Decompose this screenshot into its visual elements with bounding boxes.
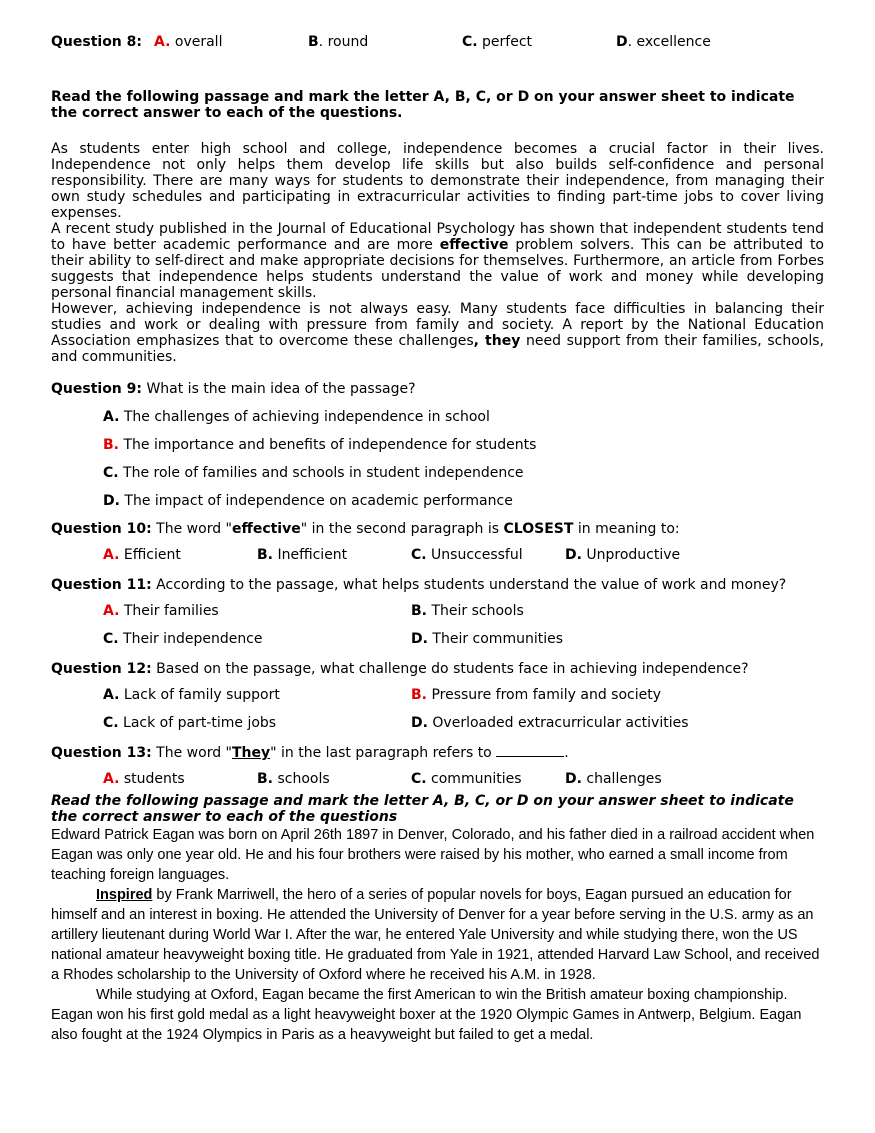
passage-1-paragraph-2: A recent study published in the Journal of Educational Psychology has shown that independent students tend to have better academic performance and are more effective problem solvers. This can be attributed to their ability to self-direct and make appropriate decisions for themselves. Furthermore, an article from Forbes suggests that independence helps students understand the value of work and money while developing personal financial management skills. [51,221,824,301]
q13-option-d[interactable]: D. challenges [565,771,662,787]
q10-option-c[interactable]: C. Unsuccessful [411,547,523,563]
instruction-2: Read the following passage and mark the letter A, B, C, or D on your answer sheet to indicate the correct answer to each of the questions [51,793,794,825]
passage-1 [51,141,824,365]
q13-option-c[interactable]: C. communities [411,771,522,787]
passage-1-paragraph-3: However, achieving independence is not always easy. Many students face difficulties in balancing their studies and work or dealing with pressure from family and society. A report by the National Education Association emphasizes that to overcome these challenges, they need support from their families, schools, and communities. [51,301,824,365]
question-8 [51,32,824,52]
passage-2 [51,825,824,1045]
passage-2-paragraph-1: Edward Patrick Eagan was born on April 26th 1897 in Denver, Colorado, and his father died in a railroad accident when Eagan was only one year old. He and his four brothers were raised by his mother, who earned a small income from teaching foreign languages. [51,827,815,883]
question-13-stem: Question 13: The word "They" in the last paragraph refers to . [51,745,569,761]
q12-option-a[interactable]: A. Lack of family support [103,687,280,703]
passage-1-paragraph-1: As students enter high school and college, independence becomes a crucial factor in their lives. Independence not only helps them develop life skills but also builds self-confidence and personal responsibility. There are many ways for students to demonstrate their independence, from managing their own study schedules and participating in extracurricular activities to finding part-time jobs to cover living expenses. [51,141,824,221]
q8-option-b[interactable]: B. round [308,34,369,50]
q10-option-a[interactable]: A. Efficient [103,547,181,563]
passage-2-paragraph-2: Inspired by Frank Marriwell, the hero of a series of popular novels for boys, Eagan pursued an education for himself and an interest in boxing. He attended the University of Denver for a year before serving in the U.S. army as an artillery lieutenant during World War I. After the war, he entered Yale University and while studying there, won the US national amateur heavyweight boxing title. He graduated from Yale in 1921, attended Harvard Law School, and received a Rhodes scholarship to the University of Oxford where he received his A.M. in 1928. [51,887,820,983]
question-10 [51,519,824,575]
question-9-stem: Question 9: What is the main idea of the passage? [51,381,416,397]
question-11 [51,575,824,659]
question-9 [51,379,824,519]
q8-option-a[interactable]: A. overall [154,34,223,50]
q10-option-b[interactable]: B. Inefficient [257,547,348,563]
q12-option-d[interactable]: D. Overloaded extracurricular activities [411,715,689,731]
question-12-stem: Question 12: Based on the passage, what challenge do students face in achieving independence? [51,661,749,677]
question-8-label: Question 8: [51,34,142,50]
question-12 [51,659,824,743]
question-10-stem: Question 10: The word "effective" in the second paragraph is CLOSEST in meaning to: [51,521,680,537]
q11-option-a[interactable]: A. Their families [103,603,219,619]
q12-option-c[interactable]: C. Lack of part-time jobs [103,715,277,731]
q9-option-c[interactable]: C. The role of families and schools in student independence [103,465,524,481]
q9-option-a[interactable]: A. The challenges of achieving independence in school [103,409,490,425]
q10-option-d[interactable]: D. Unproductive [565,547,681,563]
q9-option-d[interactable]: D. The impact of independence on academic performance [103,493,513,509]
q8-option-c[interactable]: C. perfect [462,34,533,50]
q11-option-d[interactable]: D. Their communities [411,631,563,647]
q11-option-c[interactable]: C. Their independence [103,631,263,647]
instruction-1: Read the following passage and mark the letter A, B, C, or D on your answer sheet to indicate the correct answer to each of the questions. [51,89,795,121]
q12-option-b[interactable]: B. Pressure from family and society [411,687,661,703]
passage-2-paragraph-3: While studying at Oxford, Eagan became the first American to win the British amateur boxing championship. Eagan won his first gold medal as a light heavyweight boxer at the 1920 Olympic Games in Antwerp, Belgium. Eagan also fought at the 1924 Olympics in Paris as a heavyweight but failed to get a medal. [51,987,802,1043]
q9-option-b[interactable]: B. The importance and benefits of independence for students [103,437,537,453]
answer-blank[interactable] [496,744,564,757]
q8-option-d[interactable]: D. excellence [616,34,711,50]
worksheet-page [51,32,824,1045]
q11-option-b[interactable]: B. Their schools [411,603,524,619]
q13-option-a[interactable]: A. students [103,771,185,787]
question-13 [51,743,824,793]
question-11-stem: Question 11: According to the passage, what helps students understand the value of work and money? [51,577,787,593]
q13-option-b[interactable]: B. schools [257,771,330,787]
